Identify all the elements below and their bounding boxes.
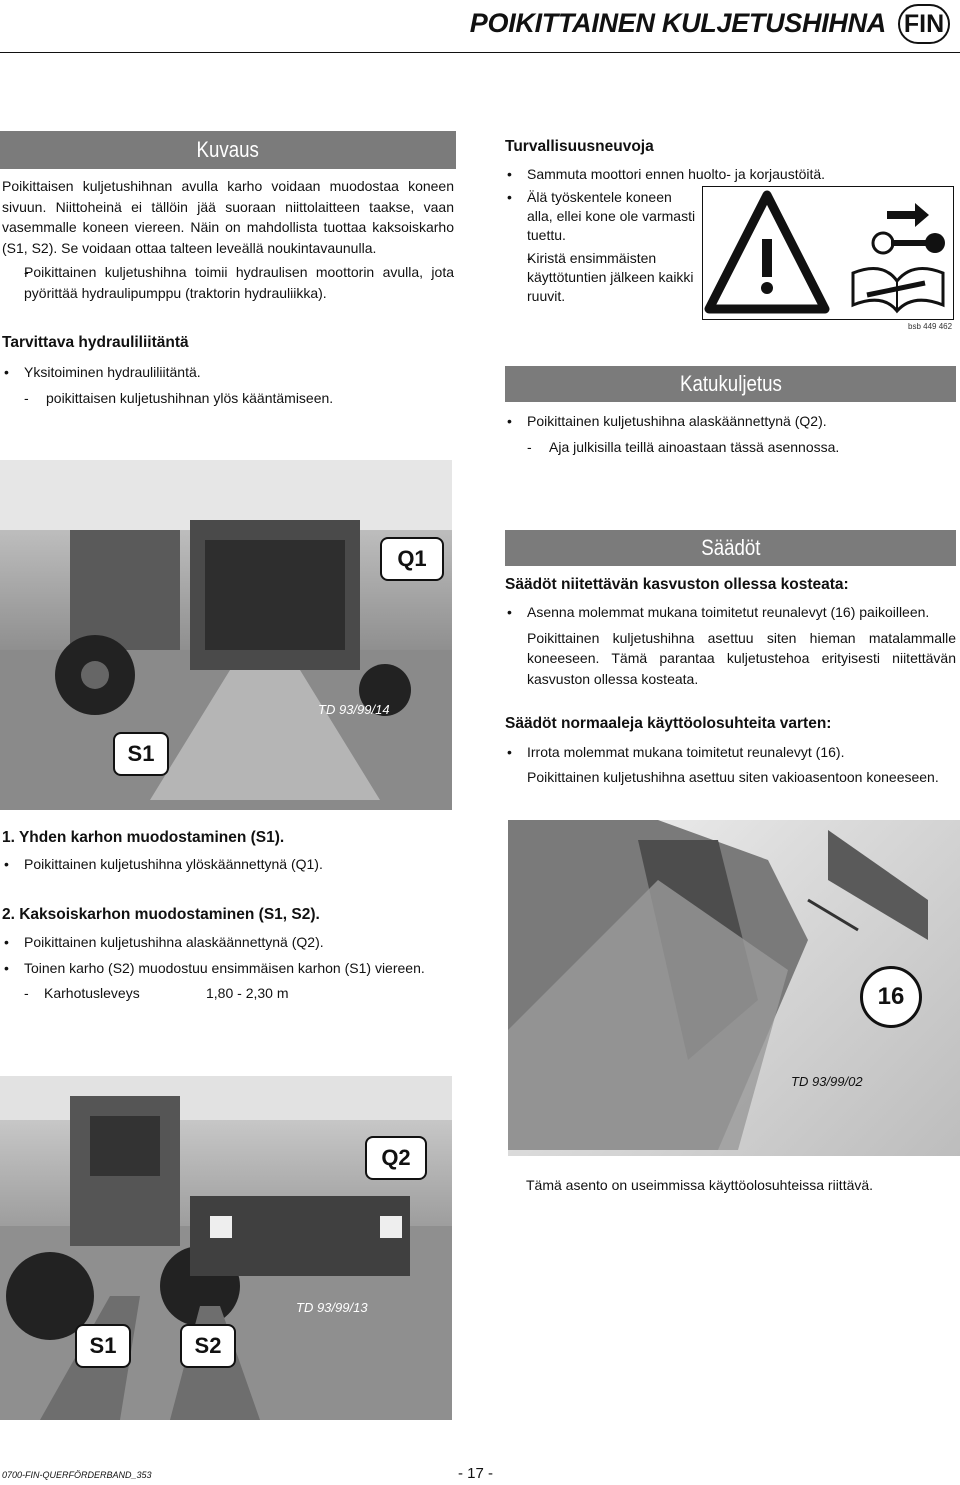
- tractor-mower-illustration: [0, 460, 452, 810]
- s1-label: S1: [113, 732, 169, 776]
- photo1-code: TD 93/99/14: [318, 702, 390, 717]
- tractor-double-swath-illustration: [0, 1076, 452, 1420]
- photo-single-swath: [0, 460, 452, 810]
- section2-bullet-1: • Poikittainen kuljetushihna alaskäännettynä (Q2).: [2, 932, 472, 953]
- safety-bullet-2: • Älä työskentele koneen alla, ellei kone ole varmasti tuettu.: [505, 188, 700, 245]
- katukuljetus-bullet: • Poikittainen kuljetushihna alaskäännettynä (Q2).: [505, 411, 956, 432]
- footer-doc-code: 0700-FIN-QUERFÖRDERBAND_353: [2, 1470, 152, 1480]
- katukuljetus-heading-text: Katukuljetus: [679, 371, 782, 396]
- katukuljetus-dash: - Aja julkisilla teillä ainoastaan tässä asennossa.: [505, 437, 956, 458]
- q2-label: Q2: [365, 1136, 427, 1180]
- sixteen-marker-text: 16: [877, 983, 905, 1010]
- saadot-heading: [505, 530, 956, 566]
- kuvaus-dash-text: Poikittainen kuljetushihna toimii hydraulisen moottorin avulla, jota pyörittää hydraulipumppu (traktorin hydrauliikka).: [24, 264, 454, 301]
- photo-double-swath: [0, 1076, 452, 1420]
- hydraulic-heading: Tarvittava hydrauliliitäntä: [2, 334, 189, 351]
- working-width-value: 1,80 - 2,30 m: [206, 985, 289, 1001]
- saadot-sub1: Säädöt niitettävän kasvuston ollessa kosteata:: [505, 576, 849, 593]
- q1-label: Q1: [380, 537, 444, 581]
- kuvaus-heading: [0, 131, 456, 169]
- kuvaus-paragraph: Poikittaisen kuljetushihnan avulla karho voidaan muodostaa koneen sivuun. Niittoheinä ei tällöin jää suoraan niittolaitteen taakse, vaan vasemmalle koneen viereen. Näin on mahdollista tuottaa kaksoiskarho (S1, S2). Se voidaan ottaa talteen leveällä noukintavaunulla.: [2, 178, 454, 256]
- header-rule: [0, 52, 960, 53]
- sixteen-marker: [860, 966, 922, 1028]
- photo2-code: TD 93/99/13: [296, 1300, 368, 1315]
- section1-bullet: • Poikittainen kuljetushihna ylöskäännettynä (Q1).: [2, 854, 452, 875]
- s2-label: S2: [180, 1324, 236, 1368]
- hydraulic-dash: - poikittaisen kuljetushihnan ylös kääntämiseen.: [2, 388, 452, 409]
- page-title: POIKITTAINEN KULJETUSHIHNA: [469, 8, 886, 38]
- saadot-body2: [505, 742, 960, 787]
- safety-sign-code: bsb 449 462: [908, 322, 953, 331]
- language-badge: FIN: [898, 4, 950, 44]
- saadot-body1: [505, 602, 956, 689]
- section2-dash: [2, 983, 472, 1004]
- kuvaus-dash-item: [2, 262, 454, 303]
- saadot-heading-text: Säädöt: [700, 535, 761, 560]
- section2-bullet-2: • Toinen karho (S2) muodostuu ensimmäisen karhon (S1) viereen.: [2, 958, 472, 979]
- safety-bullet-1: • Sammuta moottori ennen huolto- ja korjaustöitä.: [505, 164, 887, 185]
- section1-list: [2, 854, 452, 875]
- kuvaus-body: [2, 176, 454, 303]
- safety-heading: Turvallisuusneuvoja: [505, 138, 654, 155]
- hydraulic-list: [2, 362, 452, 408]
- section1-heading: 1. Yhden karhon muodostaminen (S1).: [2, 829, 285, 846]
- safety-list: [505, 164, 826, 306]
- s1-label-2: S1: [75, 1324, 131, 1368]
- saadot-bullet-1: • Asenna molemmat mukana toimitetut reunalevyt (16) paikoilleen.: [505, 602, 956, 623]
- safety-sign: [702, 186, 954, 320]
- saadot-paragraph-1: Poikittainen kuljetushihna asettuu siten hieman matalammalle koneeseen. Tämä parantaa kuljetustehoa erityisesti niitettävän kasvuston ollessa kosteata.: [527, 629, 956, 687]
- saadot-bullet-2: • Irrota molemmat mukana toimitetut reunalevyt (16).: [505, 742, 960, 763]
- photo-side-plate-detail: [508, 820, 960, 1156]
- footer-page-number: - 17 -: [458, 1465, 494, 1482]
- working-width-label: Karhotusleveys: [44, 985, 140, 1001]
- safety-dash-1: - Kiristä ensimmäisten käyttötuntien jälkeen kaikki ruuvit.: [505, 249, 700, 306]
- warning-triangle-icon: [703, 187, 952, 318]
- saadot-paragraph-2: Poikittainen kuljetushihna asettuu siten vakioasentoon koneeseen.: [527, 768, 939, 785]
- photo3-code: TD 93/99/02: [791, 1074, 863, 1089]
- kuvaus-heading-text: Kuvaus: [196, 137, 260, 162]
- katukuljetus-heading: [505, 366, 956, 402]
- photo3-caption: Tämä asento on useimmissa käyttöolosuhteissa riittävä.: [526, 1177, 874, 1193]
- section2-heading: 2. Kaksoiskarhon muodostaminen (S1, S2).: [2, 906, 320, 923]
- saadot-sub2: Säädöt normaaleja käyttöolosuhteita varten:: [505, 715, 832, 732]
- hydraulic-bullet: • Yksitoiminen hydrauliliitäntä.: [2, 362, 452, 383]
- katukuljetus-list: [505, 411, 956, 457]
- section2-list: [2, 932, 472, 1004]
